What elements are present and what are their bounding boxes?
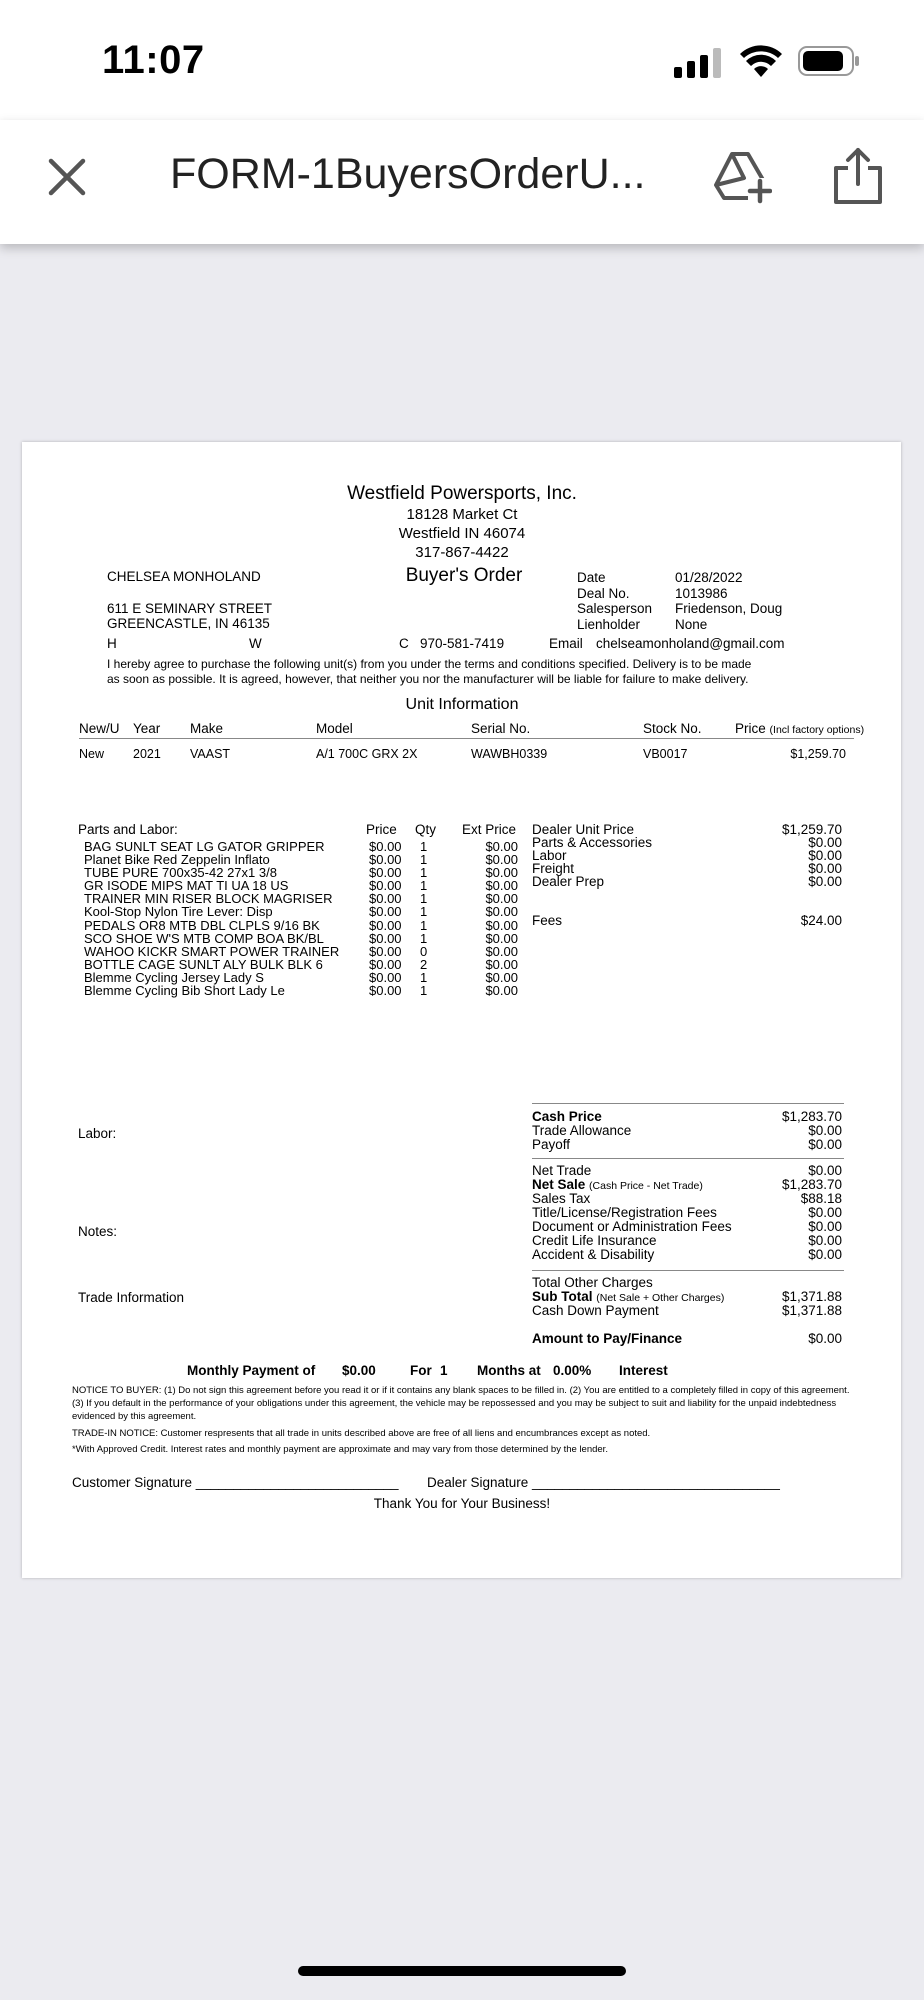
sub-total-note: (Net Sale + Other Charges) [596,1292,725,1304]
cellular-signal-icon [674,46,724,78]
net-trade-label: Net Trade [532,1163,592,1178]
part-ext-price: $0.00 [485,943,518,959]
part-price: $0.00 [369,904,402,920]
company-phone: 317-867-4422 [415,544,509,561]
summary2-labels [532,1164,732,1262]
part-qty: 1 [420,878,428,894]
trade-in-notice: TRADE-IN NOTICE: Customer respresents that all trade in units described above are free of all liens and encumbrances except as noted. [72,1428,651,1439]
monthly-label: Monthly Payment of [187,1363,316,1378]
parts-prices [369,840,402,997]
thank-you: Thank You for Your Business! [373,1496,551,1511]
labor-label: Labor: [78,1126,117,1141]
part-ext-price: $0.00 [485,865,518,881]
part-qty: 1 [420,917,428,933]
unit-header-serial: Serial No. [471,721,531,736]
trade-allowance-label: Trade Allowance [532,1123,632,1138]
summary-divider-3 [532,1270,844,1271]
parts-qtys [420,840,427,997]
customer-street: 611 E SEMINARY STREET [107,601,273,616]
net-sale-label: Net Sale [532,1177,586,1192]
part-price: $0.00 [369,956,402,972]
unit-divider [79,738,854,739]
part-ext-price: $0.00 [485,878,518,894]
list-item: WAHOO KICKR SMART POWER TRAINER [84,943,340,959]
charge-label: Dealer Prep [532,874,605,890]
unit-header-stock: Stock No. [643,721,702,736]
charge-value: $0.00 [808,874,842,890]
net-sale-value: $1,283.70 [781,1177,842,1192]
parts-header-ext: Ext Price [462,822,517,837]
unit-info-title: Unit Information [405,696,519,713]
unit-header-model: Model [316,721,353,736]
payoff-value: $0.00 [808,1137,842,1152]
notice-to-buyer: NOTICE TO BUYER: (1) Do not sign this agreement before you read it or if it contains any blank spaces to be filled in. (2) You are entitled to a completely filled in copy of this agreement. (3) If you default in the performance of your obligations under this agreement, the vehicle may be repossessed and you may be subject to suit and liability for the unpaid indebtedness evidenced by this agreement. [72,1385,850,1422]
notes-label: Notes: [78,1224,118,1239]
document-title: FORM-1BuyersOrderU... [170,150,646,198]
part-price: $0.00 [369,983,402,999]
charge-value: $1,259.70 [781,822,842,837]
home-indicator[interactable] [298,1966,626,1976]
charge-value: $0.00 [808,835,842,851]
price-header-label: Price [735,721,766,736]
part-price: $0.00 [369,930,402,946]
cash-price-value: $1,283.70 [781,1109,842,1124]
part-ext-price: $0.00 [485,917,518,933]
dealer-signature[interactable]: Dealer Signature _________________________________ [427,1475,780,1490]
net-trade-value: $0.00 [808,1163,842,1178]
part-qty: 2 [420,956,428,972]
unit-make: VAAST [190,747,231,761]
accident-value: $0.00 [808,1247,842,1262]
part-qty: 1 [420,904,428,920]
lienholder: None [675,616,708,632]
company-address1: 18128 Market Ct [406,506,518,523]
for-label: For [410,1363,432,1378]
list-item: Kool-Stop Nylon Tire Lever: Disp [84,904,273,920]
unit-header-make: Make [190,721,224,736]
monthly-payment: $0.00 [342,1363,376,1378]
deal-label: Date [577,570,606,585]
salesperson: Friedenson, Doug [675,601,783,617]
list-item: Blemme Cycling Bib Short Lady Le [84,983,285,999]
deal-values [675,570,782,632]
credit-notice: *With Approved Credit. Interest rates and monthly payment are approximate and may vary from those determined by the lender. [72,1444,608,1455]
charges-labels [532,823,652,888]
customer-name: CHELSEA MONHOLAND [107,569,261,584]
part-qty: 1 [420,839,428,854]
home-phone-label: H [107,636,117,651]
fees-label: Fees [532,913,563,928]
part-price: $0.00 [369,969,402,985]
wifi-icon [740,44,782,78]
unit-header-new-used: New/U [79,721,120,736]
cash-down-label: Cash Down Payment [532,1303,659,1318]
work-phone-label: W [249,636,262,651]
document-page [22,442,901,1578]
battery-icon [798,46,860,76]
deal-label: Deal No. [577,585,630,601]
unit-new-used: New [79,747,105,761]
unit-serial: WAWBH0339 [471,747,548,761]
part-price: $0.00 [369,878,402,894]
list-item: TUBE PURE 700x35-42 27x1 3/8 [84,865,277,881]
charge-label: Labor [532,848,567,864]
part-qty: 1 [420,930,428,946]
accident-label: Accident & Disability [532,1247,655,1262]
list-item: GR ISODE MIPS MAT TI UA 18 US [84,878,289,894]
company-name: Westfield Powersports, Inc. [347,483,577,504]
deal-number: 1013986 [675,585,728,601]
status-bar [0,0,924,120]
net-sale-note: (Cash Price - Net Trade) [589,1180,703,1192]
unit-price: $1,259.70 [790,747,846,761]
payoff-label: Payoff [532,1137,571,1152]
amount-due-value: $0.00 [808,1331,842,1346]
credit-life-label: Credit Life Insurance [532,1233,657,1248]
summary1-values [722,1110,842,1152]
agreement-line-1: I hereby agree to purchase the following unit(s) from you under the terms and conditions specified. Delivery is to be made [107,657,752,671]
status-time: 11:07 [102,38,205,82]
part-ext-price: $0.00 [485,852,518,868]
charge-value: $0.00 [808,861,842,877]
sub-total-value: $1,371.88 [781,1289,842,1304]
part-price: $0.00 [369,839,402,854]
list-item: Blemme Cycling Jersey Lady S [84,969,264,985]
charges-values [722,823,842,888]
part-ext-price: $0.00 [485,891,518,907]
credit-life-value: $0.00 [808,1233,842,1248]
part-qty: 1 [420,969,428,985]
list-item: SCO SHOE W'S MTB COMP BOA BK/BL [84,930,324,946]
form-title: Buyer's Order [405,565,523,586]
unit-model: A/1 700C GRX 2X [316,747,418,761]
cell-phone-label: C [399,636,409,651]
customer-email: chelseamonholand@gmail.com [596,636,785,651]
charge-value: $0.00 [808,848,842,864]
charge-label: Dealer Unit Price [532,822,635,837]
deal-labels [577,570,652,632]
part-ext-price: $0.00 [485,839,518,854]
list-item: PEDALS OR8 MTB DBL CLPLS 9/16 BK [84,917,320,933]
customer-signature[interactable]: Customer Signature ___________________________ [72,1475,399,1490]
summary2-values [722,1164,842,1262]
part-price: $0.00 [369,865,402,881]
part-qty: 1 [420,852,428,868]
list-item: TRAINER MIN RISER BLOCK MAGRISER [84,891,333,907]
part-price: $0.00 [369,891,402,907]
summary-divider-2 [532,1158,844,1159]
part-ext-price: $0.00 [485,904,518,920]
part-ext-price: $0.00 [485,983,518,999]
list-item: Planet Bike Red Zeppelin Inflato [84,852,270,868]
deal-label: Salesperson [577,601,653,617]
part-qty: 1 [420,983,428,999]
unit-stock: VB0017 [643,747,688,761]
deal-date: 01/28/2022 [675,570,743,585]
summary3-values [722,1276,842,1318]
part-price: $0.00 [369,917,402,933]
amount-due-label: Amount to Pay/Finance [532,1331,683,1346]
months-count: 1 [440,1363,448,1378]
part-price: $0.00 [369,852,402,868]
parts-names [84,840,339,997]
parts-header-price: Price [366,822,397,837]
months-at-label: Months at [477,1363,541,1378]
parts-header-qty: Qty [415,822,437,837]
charge-label: Freight [532,861,575,877]
company-address2: Westfield IN 46074 [398,525,526,542]
interest-rate: 0.00% [553,1363,592,1378]
add-to-drive-icon[interactable] [714,148,772,204]
unit-year: 2021 [133,747,161,761]
fees-value: $24.00 [800,913,842,928]
sub-total-row [532,1290,724,1304]
summary3-labels [532,1276,724,1318]
cell-phone: 970-581-7419 [420,636,505,651]
trade-allowance-value: $0.00 [808,1123,842,1138]
trade-info-label: Trade Information [78,1290,185,1305]
charge-label: Parts & Accessories [532,835,653,851]
customer-city: GREENCASTLE, IN 46135 [107,616,270,631]
total-other-label: Total Other Charges [532,1275,653,1290]
doc-fees-label: Document or Administration Fees [532,1219,732,1234]
total-other-value [722,1276,842,1290]
net-sale-row [532,1178,732,1192]
deal-label: Lienholder [577,616,641,632]
list-item: BAG SUNLT SEAT LG GATOR GRIPPER [84,839,325,854]
sales-tax-value: $88.18 [800,1191,842,1206]
summary1-labels [532,1110,631,1152]
list-item: BOTTLE CAGE SUNLT ALY BULK BLK 6 [84,956,323,972]
close-icon[interactable] [42,152,92,202]
sales-tax-label: Sales Tax [532,1191,591,1206]
doc-fees-value: $0.00 [808,1219,842,1234]
parts-ext-prices [462,840,518,997]
part-qty: 1 [420,865,428,881]
cash-down-value: $1,371.88 [781,1303,842,1318]
part-price: $0.00 [369,943,402,959]
unit-header-price [735,722,864,737]
part-qty: 1 [420,891,428,907]
part-ext-price: $0.00 [485,956,518,972]
email-label: Email [549,636,583,651]
cash-price-label: Cash Price [532,1109,602,1124]
title-fees-value: $0.00 [808,1205,842,1220]
agreement-line-2: as soon as possible. It is agreed, however, that neither you nor the manufacturer will be liable for failure to make delivery. [107,672,749,686]
part-ext-price: $0.00 [485,930,518,946]
sub-total-label: Sub Total [532,1289,593,1304]
parts-title: Parts and Labor: [78,822,178,837]
interest-label: Interest [619,1363,668,1378]
share-icon[interactable] [830,146,886,206]
summary-divider-1 [532,1103,844,1104]
part-ext-price: $0.00 [485,969,518,985]
unit-header-year: Year [133,721,161,736]
part-qty: 0 [420,943,428,959]
price-header-note: (Incl factory options) [769,724,865,736]
title-fees-label: Title/License/Registration Fees [532,1205,717,1220]
